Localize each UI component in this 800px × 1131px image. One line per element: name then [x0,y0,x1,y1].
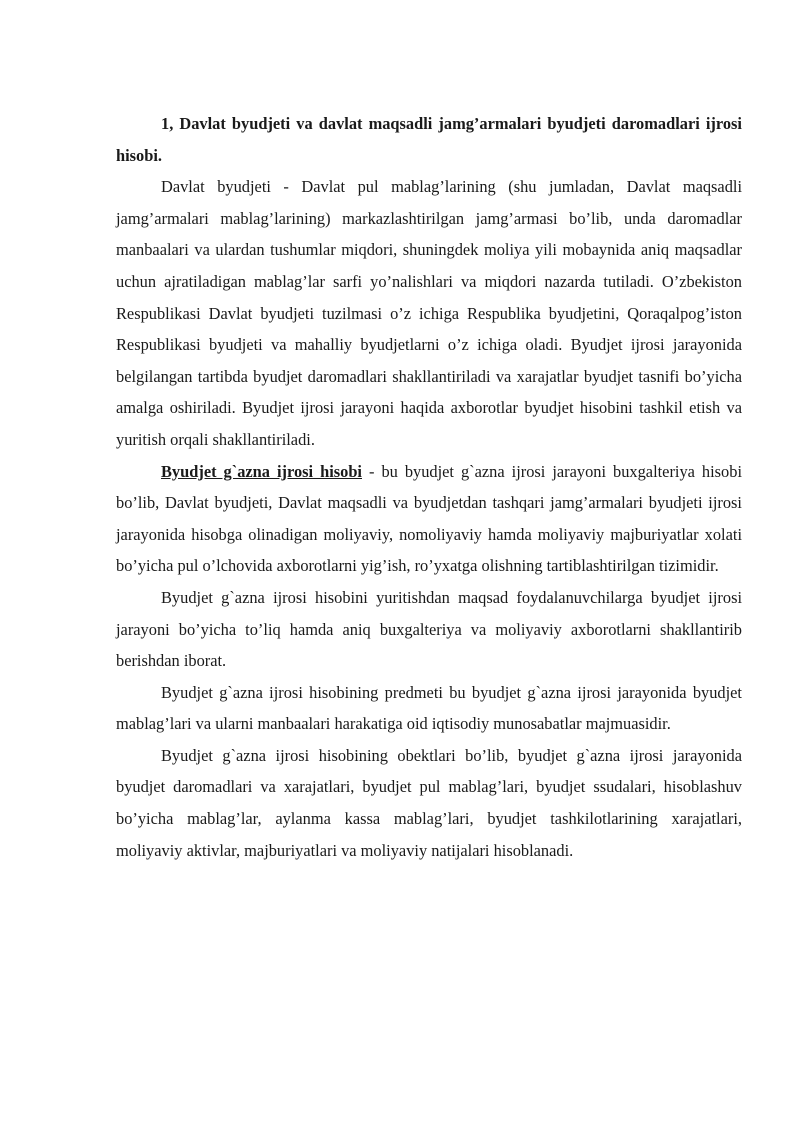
paragraph-treasury-accounting-definition [116,456,742,582]
paragraph-purpose: Byudjet g`azna ijrosi hisobini yuritishdan maqsad foydalanuvchilarga byudjet ijrosi jarayoni bo’yicha to’liq hamda aniq buxgalteriya va moliyaviy axborotlarni shakllantirib berishdan iborat. [116,587,742,671]
section-heading: 1, Davlat byudjeti va davlat maqsadli jamg’armalari byudjeti daromadlari ijrosi hisobi. [116,114,742,165]
defined-term: Byudjet g`azna ijrosi hisobi [161,461,362,481]
definition-text: - bu byudjet g`azna ijrosi jarayoni buxgalteriya hisobi bo’lib, Davlat byudjeti, Davlat maqsadli va byudjetdan tashqari jamg’armalari byudjeti ijrosi jarayonida hisobga olinadigan moliyaviy, nomoliyaviy hamda moliyaviy majburiyatlar xolati bo’yicha pul o’lchovida axborotlarni yig’ish, ro’yxatga olishning tartiblashtirilgan tizimidir. [116,461,743,576]
document-page [116,108,742,866]
paragraph-state-budget: Davlat byudjeti - Davlat pul mablag’larining (shu jumladan, Davlat maqsadli jamg’armalari mablag’larining) markazlashtirilgan jamg’armasi bo’lib, unda daromadlar manbaalari va ulardan tushumlar miqdori, shuningdek moliya yili mobaynida aniq maqsadlar uchun ajratiladigan mablag’lar sarfi yo’nalishlari va miqdori nazarda tutiladi. O’zbekiston Respublikasi Davlat byudjeti tuzilmasi o’z ichiga Respublika byudjetini, Qoraqalpog’iston Respublikasi byudjeti va mahalliy byudjetlarni o’z ichiga oladi. Byudjet ijrosi jarayonida belgilangan tartibda byudjet daromadlari shakllantiriladi va xarajatlar byudjet tasnifi bo’yicha amalga oshiriladi. Byudjet ijrosi jarayoni haqida axborotlar byudjet hisobini tashkil etish va yuritish orqali shakllantiriladi. [116,177,742,449]
paragraph-subject: Byudjet g`azna ijrosi hisobining predmeti bu byudjet g`azna ijrosi jarayonida byudjet mablag’lari va ularni manbaalari harakatiga oid iqtisodiy munosabatlar majmuasidir. [116,682,742,734]
paragraph-objects: Byudjet g`azna ijrosi hisobining obektlari bo’lib, byudjet g`azna ijrosi jarayonida byudjet daromadlari va xarajatlari, byudjet pul mablag’lari, byudjet ssudalari, hisoblashuv bo’yicha mablag’lar, aylanma kassa mablag’lari, byudjet tashkilotlarining xarajatlari, moliyaviy aktivlar, majburiyatlari va moliyaviy natijalari hisoblanadi. [116,745,742,860]
